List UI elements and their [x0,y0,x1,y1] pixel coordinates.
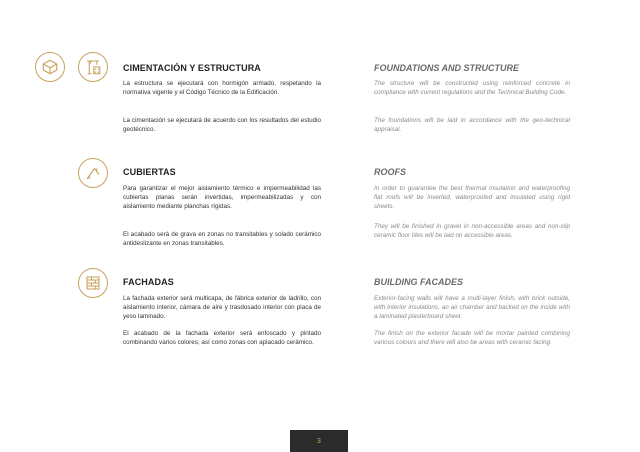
paragraph-es: El acabado será de grava en zonas no transitables y solado cerámico antideslizante en zonas transitables. [123,231,321,247]
section-title-en: FOUNDATIONS AND STRUCTURE [374,63,519,73]
section-title-es: FACHADAS [123,277,174,287]
paragraph-en: In order to guarantee the best thermal insulation and waterproofing flat roofs will be inverted, waterproofed and insulated using rigid sheets. [374,185,570,210]
page-number: 3 [317,437,321,445]
paragraph-en: The structure will be constructed using reinforced concrete in compliance with current regulations and the Technical Building Code. [374,80,570,96]
section-title-es: CIMENTACIÓN Y ESTRUCTURA [123,63,261,73]
facade-icon-circle [78,268,108,298]
paragraph-es: La fachada exterior será multicapa, de fábrica exterior de ladrillo, con aislamiento interior, cámara de aire y trasdosado interior con placa de yeso laminado. [123,295,321,320]
section-title-en: ROOFS [374,167,407,177]
crane-building-icon [84,58,102,76]
paragraph-es: La estructura se ejecutará con hormigón armado, respetando la normativa vigente y el Código Técnico de la Edificación. [123,80,321,96]
crane-icon-circle [78,52,108,82]
paragraph-en: The finish on the exterior facade will be mortar painted combining various colours and there will also be areas with ceramic facing. [374,330,570,346]
foundation-cube-icon [41,58,59,76]
brick-wall-icon [84,274,102,292]
section-title-es: CUBIERTAS [123,167,176,177]
roof-icon [84,164,102,182]
section-title-en: BUILDING FACADES [374,277,464,287]
paragraph-en: They will be finished in gravel in non-accessible areas and non-slip ceramic floor tiles will be laid on accessible areas. [374,223,570,239]
foundation-icon-circle [35,52,65,82]
paragraph-en: The foundations will be laid in accordance with the geo-technical appraisal. [374,117,570,133]
paragraph-en: Exterior-facing walls will have a multi-layer finish, with brick outside, with interior insulations, an air chamber and backed on the inside with a laminated plasterboard sheet. [374,295,570,320]
paragraph-es: El acabado de la fachada exterior será enfoscado y pintado combinando varios colores; así como zonas con aplacado cerámico. [123,330,321,346]
roof-icon-circle [78,158,108,188]
page-number-box [290,430,348,452]
paragraph-es: Para garantizar el mejor aislamiento térmico e impermeabilidad las cubiertas planas serán invertidas, impermeabilizadas y con aislamiento mediante planchas rígidas. [123,185,321,210]
paragraph-es: La cimentación se ejecutará de acuerdo con los resultados del estudio geotécnico. [123,117,321,133]
